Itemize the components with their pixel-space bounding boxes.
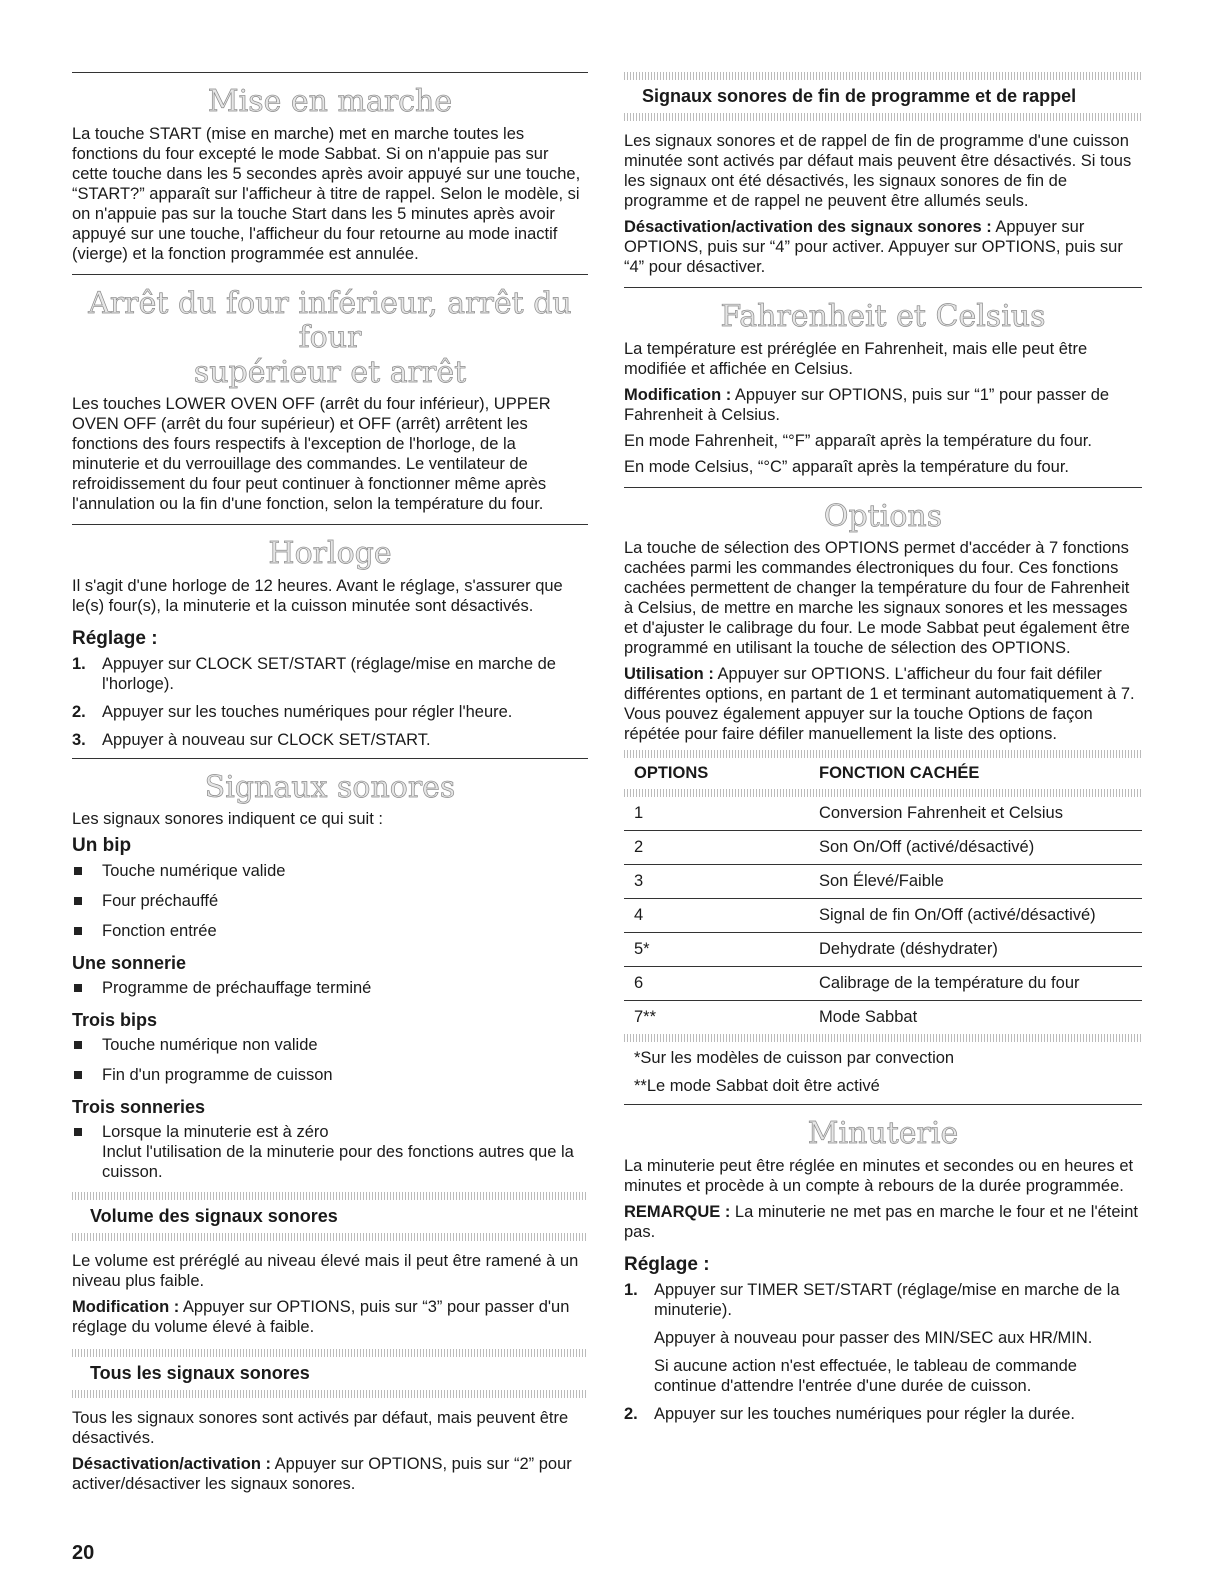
table-header-fonction: FONCTION CACHÉE: [819, 764, 980, 782]
section-title-fahrenheit-celsius: Fahrenheit et Celsius: [720, 299, 1046, 334]
desactivation-label: Désactivation/activation des signaux sonores :: [624, 218, 992, 236]
list-item: Programme de préchauffage terminé: [72, 978, 588, 998]
section-title-minuterie: Minuterie: [807, 1116, 959, 1151]
arret-title-line1: Arrêt du four inférieur, arrêt du four: [88, 285, 572, 355]
section-divider: [624, 487, 1142, 488]
signaux-intro: Les signaux sonores indiquent ce qui suit :: [72, 810, 383, 828]
options-utilisation: [624, 664, 1142, 744]
list-item-text: Lorsque la minuterie est à zéro: [102, 1123, 329, 1141]
section-title-options: Options: [823, 498, 943, 534]
step-text: Appuyer sur CLOCK SET/START (réglage/mise en marche de l'horloge).: [102, 654, 556, 693]
table-cell: 5*: [624, 933, 809, 967]
step-text: Appuyer sur les touches numériques pour régler l'heure.: [102, 702, 513, 721]
step-number: 1.: [72, 654, 86, 673]
hatch-divider: [72, 1390, 588, 1398]
hatch-divider: [624, 113, 1142, 121]
desactivation-label: Désactivation/activation :: [72, 1455, 271, 1473]
page-number: 20: [72, 1542, 95, 1564]
hatch-divider: [72, 1233, 588, 1241]
table-cell: Mode Sabbat: [819, 1008, 918, 1026]
hatch-divider: [72, 1349, 588, 1357]
table-row: [624, 1001, 1142, 1035]
trois-sonneries-list: [72, 1122, 588, 1182]
tous-text: Tous les signaux sonores sont activés par défaut, mais peuvent être désactivés.: [72, 1409, 569, 1447]
table-cell: 4: [624, 899, 809, 933]
horloge-reglage-heading: Réglage :: [72, 627, 158, 649]
options-text: La touche de sélection des OPTIONS permet d'accéder à 7 fonctions cachées parmi les commandes électroniques du four. Ces fonctions cachées permettent de changer la température du four de Fahrenheit à Celsius, de mettre en marche les signaux sonores et les messages et d'ajuster le calibrage du four. Le mode Sabbat peut également être programmé en utilisant la touche de sélection des OPTIONS.: [624, 539, 1130, 657]
step-number: 2.: [624, 1404, 638, 1423]
list-item: Fonction entrée: [72, 921, 588, 941]
tous-desactivation: [72, 1454, 588, 1494]
table-cell: Son Élevé/Faible: [809, 865, 1142, 899]
table-cell: Son On/Off (activé/désactivé): [809, 831, 1142, 865]
step-number: 2.: [72, 702, 86, 721]
modification-text: Appuyer sur OPTIONS, puis sur “3” pour passer d'un réglage du volume élevé à faible.: [72, 1298, 570, 1336]
modification-label: Modification :: [72, 1298, 180, 1316]
modification-text: Appuyer sur OPTIONS, puis sur “1” pour passer de Fahrenheit à Celsius.: [624, 385, 1110, 424]
step-extra: Si aucune action n'est effectuée, le tableau de commande continue d'attendre l'entrée d'une durée de cuisson.: [654, 1356, 1077, 1395]
trois-bips-heading: Trois bips: [72, 1010, 158, 1030]
list-item: [624, 1404, 1142, 1424]
fahrenheit-mode-text: En mode Fahrenheit, “°F” apparaît après la température du four.: [624, 431, 1092, 450]
fahrenheit-modification: [624, 385, 1142, 425]
section-title-mise-en-marche: Mise en marche: [207, 84, 453, 119]
table-row: [624, 967, 1142, 1001]
list-item: Four préchauffé: [72, 891, 588, 911]
trois-bips-list: [72, 1035, 588, 1085]
fin-programme-text: Les signaux sonores et de rappel de fin de programme d'une cuisson minutée sont activés par défaut mais peuvent être désactivés. Si tous les signaux ont été désactivés, les signaux sonores de fin de programme et de rappel ne peuvent être allumés seuls.: [624, 132, 1132, 210]
step-text: Appuyer sur TIMER SET/START (réglage/mise en marche de la minuterie).: [654, 1280, 1120, 1319]
minuterie-remarque: [624, 1202, 1142, 1242]
table-cell: Dehydrate (déshydrater): [809, 933, 1142, 967]
section-title-arret: [72, 287, 588, 391]
list-item: [72, 654, 588, 694]
table-cell: 6: [624, 967, 809, 1001]
step-text: Appuyer sur les touches numériques pour régler la durée.: [654, 1404, 1075, 1423]
list-item: [72, 702, 588, 722]
table-row: [624, 831, 1142, 865]
horloge-text: Il s'agit d'une horloge de 12 heures. Avant le réglage, s'assurer que le(s) four(s), la minuterie et la cuisson minutée sont désactivés.: [72, 576, 563, 615]
minuterie-reglage-heading: Réglage :: [624, 1253, 710, 1275]
table-row: [624, 797, 1142, 831]
right-column: [624, 72, 1142, 1432]
tous-heading: Tous les signaux sonores: [90, 1363, 310, 1383]
footnote-convection: *Sur les modèles de cuisson par convection: [634, 1049, 955, 1067]
une-sonnerie-list: [72, 978, 588, 998]
remarque-text: La minuterie ne met pas en marche le four et ne l'éteint pas.: [624, 1202, 1138, 1241]
remarque-label: REMARQUE :: [624, 1202, 731, 1221]
table-cell: Calibrage de la température du four: [809, 967, 1142, 1001]
arret-title-line2: supérieur et arrêt: [193, 354, 467, 390]
section-divider: [72, 524, 588, 525]
hatch-divider: [624, 789, 1142, 797]
trois-sonneries-heading: Trois sonneries: [72, 1097, 206, 1117]
hatch-divider: [624, 72, 1142, 80]
un-bip-list: [72, 861, 588, 941]
table-cell: 1: [624, 797, 809, 831]
section-divider: [624, 1104, 1142, 1105]
table-row: [624, 865, 1142, 899]
section-divider: [72, 758, 588, 759]
table-cell: 7**: [634, 1008, 657, 1026]
table-header-row: [624, 758, 1142, 789]
step-number: 3.: [72, 730, 86, 749]
arret-text: Les touches LOWER OVEN OFF (arrêt du four inférieur), UPPER OVEN OFF (arrêt du four supérieur) et OFF (arrêt) arrêtent les fonctions des fours respectifs à l'exception de l'horloge, de la minuterie et du verrouillage des commandes. Le ventilateur de refroidissement du four peut continuer à fonctionner même après l'annulation ou la fin d'une fonction, selon la température du four.: [72, 395, 551, 513]
list-item: [72, 1122, 588, 1182]
fahrenheit-text: La température est préréglée en Fahrenheit, mais elle peut être modifiée et affichée en Celsius.: [624, 339, 1088, 378]
modification-label: Modification :: [624, 385, 732, 404]
table-row: [624, 933, 1142, 967]
section-divider: [72, 274, 588, 275]
volume-heading: Volume des signaux sonores: [90, 1206, 338, 1226]
utilisation-text: Appuyer sur OPTIONS. L'afficheur du four fait défiler différentes options, en partant de 1 et terminant automatiquement à 7. Vous pouvez également appuyer sur la touche Options de façon répétée pour faire défiler manuellement la liste des options.: [624, 665, 1135, 743]
step-number: 1.: [624, 1280, 638, 1299]
list-item-extra: Inclut l'utilisation de la minuterie pour des fonctions autres que la cuisson.: [102, 1143, 574, 1181]
fin-programme-heading: Signaux sonores de fin de programme et de rappel: [642, 86, 1077, 106]
table-cell: Signal de fin On/Off (activé/désactivé): [809, 899, 1142, 933]
table-row: [624, 899, 1142, 933]
table-header-options: OPTIONS: [634, 764, 709, 782]
table-cell: Conversion Fahrenheit et Celsius: [809, 797, 1142, 831]
section-title-horloge: Horloge: [268, 536, 392, 571]
une-sonnerie-heading: Une sonnerie: [72, 953, 187, 973]
un-bip-heading: Un bip: [72, 835, 132, 856]
hatch-divider: [72, 1192, 588, 1200]
table-cell: 2: [624, 831, 809, 865]
minuterie-steps: [624, 1280, 1142, 1424]
list-item: Touche numérique non valide: [72, 1035, 588, 1055]
footnote-sabbat: **Le mode Sabbat doit être activé: [634, 1077, 880, 1095]
volume-text: Le volume est préréglé au niveau élevé mais il peut être ramené à un niveau plus faible.: [72, 1252, 579, 1290]
hatch-divider: [624, 1034, 1142, 1042]
list-item: Fin d'un programme de cuisson: [72, 1065, 588, 1085]
left-column: [72, 72, 588, 1500]
volume-modification: [72, 1297, 588, 1337]
desactivation-text: Appuyer sur OPTIONS, puis sur “2” pour activer/désactiver les signaux sonores.: [72, 1455, 572, 1493]
horloge-steps: [72, 654, 588, 750]
step-extra: Appuyer à nouveau pour passer des MIN/SEC aux HR/MIN.: [654, 1328, 1093, 1347]
step-text: Appuyer à nouveau sur CLOCK SET/START.: [102, 730, 431, 749]
hatch-divider: [624, 750, 1142, 758]
section-divider: [72, 72, 588, 73]
section-title-signaux-sonores: Signaux sonores: [204, 769, 456, 805]
list-item: Touche numérique valide: [72, 861, 588, 881]
mise-en-marche-text: La touche START (mise en marche) met en marche toutes les fonctions du four excepté le mode Sabbat. Si on n'appuie pas sur cette touche dans les 5 secondes après avoir appuyé sur une touche, “START?” apparaît sur l'afficheur à titre de rappel. Selon le modèle, si on n'appuie pas sur la touche Start dans les 5 minutes après avoir appuyé sur une touche, l'afficheur du four retourne au mode inactif (vierge) et la fonction programmée est annulée.: [72, 124, 581, 263]
desactivation-text: Appuyer sur OPTIONS, puis sur “4” pour activer. Appuyer sur OPTIONS, puis sur “4” pour désactiver.: [624, 218, 1123, 276]
utilisation-label: Utilisation :: [624, 665, 714, 683]
section-divider: [624, 287, 1142, 288]
list-item: [72, 730, 588, 750]
minuterie-text: La minuterie peut être réglée en minutes et secondes ou en heures et minutes et procède à un compte à rebours de la durée programmée.: [624, 1156, 1134, 1195]
table-cell: 3: [624, 865, 809, 899]
list-item: [624, 1280, 1142, 1396]
celsius-mode-text: En mode Celsius, “°C” apparaît après la température du four.: [624, 457, 1069, 476]
fin-programme-desactivation: [624, 217, 1142, 277]
options-table: [624, 758, 1142, 1034]
